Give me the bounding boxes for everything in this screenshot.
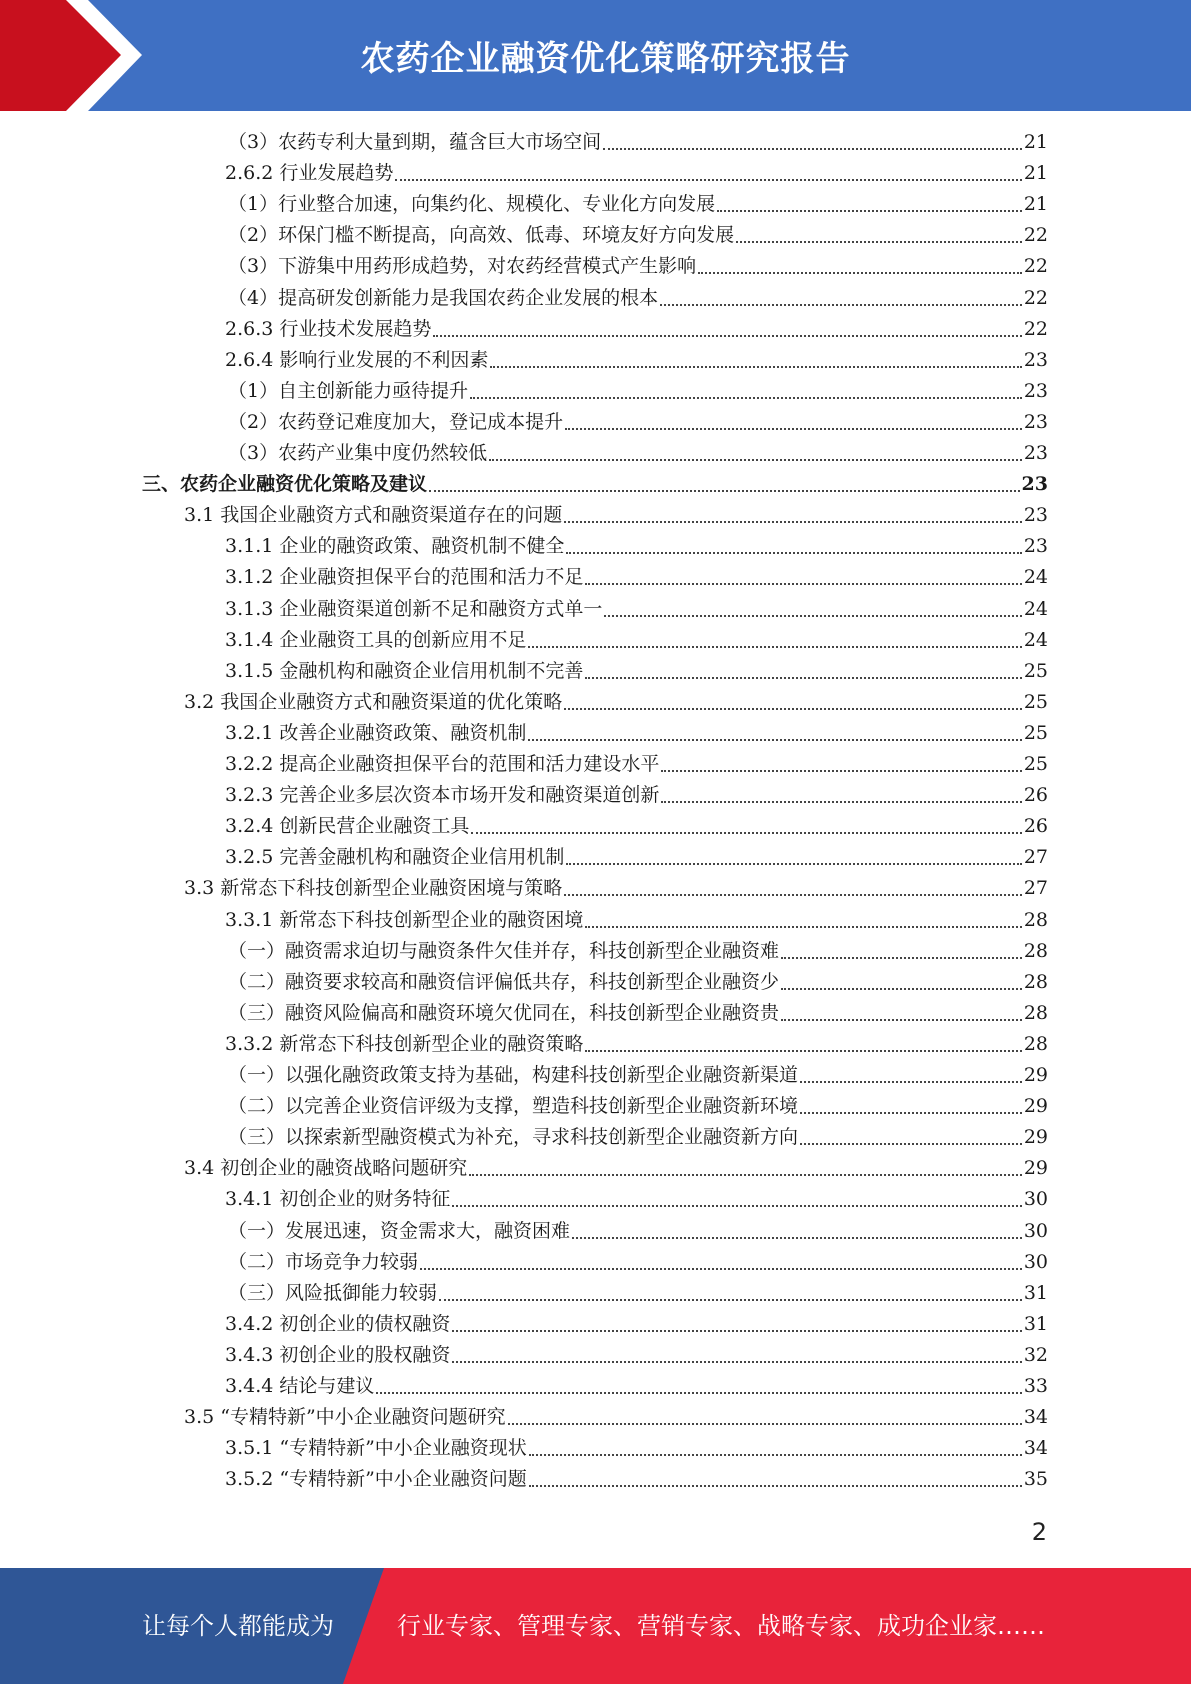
toc-entry-page: 26	[1023, 815, 1048, 837]
toc-entry-page: 30	[1023, 1251, 1048, 1273]
toc-entry-label: 3.4.3 初创企业的股权融资	[225, 1344, 451, 1366]
toc-entry-page: 22	[1023, 287, 1048, 309]
toc-entry-page: 27	[1023, 846, 1048, 868]
toc-leader-dots	[585, 1029, 1021, 1060]
toc-entry-label: （4）提高研发创新能力是我国农药企业发展的根本	[228, 287, 659, 309]
toc-entry-page: 28	[1023, 971, 1048, 993]
toc-entry-page: 28	[1023, 940, 1048, 962]
toc-entry[interactable]	[184, 500, 1048, 531]
toc-leader-dots	[800, 1060, 1022, 1091]
toc-entry-label: 3.2.3 完善企业多层次资本市场开发和融资渠道创新	[225, 784, 660, 806]
toc-leader-dots	[800, 1091, 1022, 1122]
toc-entry-page: 34	[1023, 1437, 1048, 1459]
toc-leader-dots	[429, 469, 1020, 500]
toc-entry[interactable]	[228, 376, 1048, 407]
toc-entry-label: 3.5.1 “专精特新”中小企业融资现状	[225, 1437, 527, 1459]
toc-entry-label: 2.6.3 行业技术发展趋势	[225, 318, 432, 340]
toc-entry-page: 29	[1023, 1064, 1048, 1086]
toc-entry-page: 23	[1023, 411, 1048, 433]
toc-entry-label: （3）下游集中用药形成趋势，对农药经营模式产生影响	[228, 255, 697, 277]
toc-entry-label: （2）环保门槛不断提高，向高效、低毒、环境友好方向发展	[228, 224, 735, 246]
toc-leader-dots	[528, 625, 1021, 656]
toc-leader-dots	[471, 811, 1021, 842]
toc-entry-label: （二）市场竞争力较弱	[228, 1251, 419, 1273]
toc-leader-dots	[603, 127, 1022, 158]
toc-leader-dots	[781, 967, 1022, 998]
toc-leader-dots	[660, 283, 1022, 314]
toc-entry-label: （三）风险抵御能力较弱	[228, 1282, 438, 1304]
toc-entry-label: 3.2.4 创新民营企业融资工具	[225, 815, 470, 837]
toc-entry-page: 22	[1023, 318, 1048, 340]
toc-leader-dots	[529, 1464, 1022, 1495]
toc-entry-label: 3.3.2 新常态下科技创新型企业的融资策略	[225, 1033, 584, 1055]
toc-leader-dots	[661, 780, 1021, 811]
toc-entry[interactable]	[228, 1091, 1048, 1122]
toc-leader-dots	[439, 1278, 1022, 1309]
toc-entry-page: 26	[1023, 784, 1048, 806]
toc-entry-page: 22	[1023, 255, 1048, 277]
toc-entry-page: 25	[1023, 691, 1048, 713]
toc-entry[interactable]	[184, 687, 1048, 718]
toc-entry[interactable]	[225, 594, 1048, 625]
toc-entry-page: 24	[1023, 566, 1048, 588]
toc-entry-page: 24	[1023, 598, 1048, 620]
toc-entry-label: 3.3.1 新常态下科技创新型企业的融资困境	[225, 909, 584, 931]
toc-leader-dots	[566, 842, 1021, 873]
toc-leader-dots	[529, 1433, 1022, 1464]
toc-entry-page: 28	[1023, 1033, 1048, 1055]
toc-leader-dots	[528, 718, 1021, 749]
toc-entry-label: （一）以强化融资政策支持为基础，构建科技创新型企业融资新渠道	[228, 1064, 799, 1086]
toc-entry-label: （2）农药登记难度加大，登记成本提升	[228, 411, 564, 433]
toc-entry-label: （3）农药产业集中度仍然较低	[228, 442, 488, 464]
toc-leader-dots	[470, 376, 1022, 407]
toc-entry[interactable]	[225, 780, 1048, 811]
toc-entry-label: （二）融资要求较高和融资信评偏低共存，科技创新型企业融资少	[228, 971, 780, 993]
toc-leader-dots	[489, 438, 1022, 469]
toc-entry[interactable]	[225, 842, 1048, 873]
toc-entry[interactable]	[228, 251, 1048, 282]
toc-entry-label: 3.5 “专精特新”中小企业融资问题研究	[184, 1406, 506, 1428]
toc-entry[interactable]	[225, 1309, 1048, 1340]
toc-entry-label: 3.4.1 初创企业的财务特征	[225, 1188, 451, 1210]
toc-entry-page: 28	[1023, 1002, 1048, 1024]
toc-entry[interactable]	[228, 998, 1048, 1029]
toc-entry[interactable]	[228, 1122, 1048, 1153]
toc-entry-label: 3.4 初创企业的融资战略问题研究	[184, 1157, 468, 1179]
toc-entry-label: （三）以探索新型融资模式为补充，寻求科技创新型企业融资新方向	[228, 1126, 799, 1148]
page-number: 2	[1031, 1518, 1047, 1546]
toc-leader-dots	[564, 873, 1022, 904]
toc-entry[interactable]	[228, 936, 1048, 967]
toc-entry[interactable]	[225, 345, 1048, 376]
toc-entry[interactable]	[142, 469, 1048, 500]
page-footer	[0, 1568, 1191, 1684]
toc-entry-label: 2.6.2 行业发展趋势	[225, 162, 394, 184]
toc-leader-dots	[508, 1402, 1022, 1433]
toc-leader-dots	[572, 1216, 1022, 1247]
toc-entry-label: 3.3 新常态下科技创新型企业融资困境与策略	[184, 877, 563, 899]
toc-entry-label: 3.1 我国企业融资方式和融资渠道存在的问题	[184, 504, 563, 526]
toc-entry-label: 三、农药企业融资优化策略及建议	[142, 473, 428, 495]
toc-entry-page: 25	[1023, 722, 1048, 744]
toc-entry-page: 33	[1023, 1375, 1048, 1397]
toc-entry-page: 21	[1023, 162, 1048, 184]
toc-entry-label: 3.1.5 金融机构和融资企业信用机制不完善	[225, 660, 584, 682]
toc-entry-label: 3.2.2 提高企业融资担保平台的范围和活力建设水平	[225, 753, 660, 775]
toc-entry-page: 21	[1023, 131, 1048, 153]
toc-entry-label: （3）农药专利大量到期，蕴含巨大市场空间	[228, 131, 602, 153]
toc-entry[interactable]	[225, 562, 1048, 593]
toc-entry[interactable]	[225, 718, 1048, 749]
toc-entry-label: （一）融资需求迫切与融资条件欠佳并存，科技创新型企业融资难	[228, 940, 780, 962]
toc-entry-page: 24	[1023, 629, 1048, 651]
toc-leader-dots	[661, 749, 1021, 780]
toc-entry[interactable]	[225, 158, 1048, 189]
toc-leader-dots	[420, 1247, 1022, 1278]
toc-leader-dots	[585, 562, 1021, 593]
toc-entry[interactable]	[225, 625, 1048, 656]
toc-entry[interactable]	[228, 127, 1048, 158]
footer-slogan-left: 让每个人都能成为	[142, 1612, 334, 1640]
toc-entry-page: 29	[1023, 1095, 1048, 1117]
toc-entry-page: 34	[1023, 1406, 1048, 1428]
toc-entry-page: 23	[1023, 504, 1048, 526]
toc-entry-label: 3.1.3 企业融资渠道创新不足和融资方式单一	[225, 598, 603, 620]
toc-entry-page: 23	[1023, 380, 1048, 402]
toc-entry-page: 30	[1023, 1220, 1048, 1242]
page-header	[0, 0, 1191, 111]
toc-entry-page: 27	[1023, 877, 1048, 899]
toc-leader-dots	[452, 1309, 1021, 1340]
toc-entry[interactable]	[228, 438, 1048, 469]
toc-entry-label: 2.6.4 影响行业发展的不利因素	[225, 349, 489, 371]
toc-entry[interactable]	[228, 407, 1048, 438]
toc-entry-page: 21	[1023, 193, 1048, 215]
toc-entry[interactable]	[225, 811, 1048, 842]
toc-leader-dots	[469, 1153, 1022, 1184]
toc-entry[interactable]	[228, 1216, 1048, 1247]
toc-entry-page: 23	[1023, 349, 1048, 371]
toc-leader-dots	[452, 1340, 1021, 1371]
toc-leader-dots	[564, 687, 1022, 718]
report-title: 农药企业融资优化策略研究报告	[360, 39, 851, 79]
toc-entry[interactable]	[225, 1029, 1048, 1060]
toc-entry[interactable]	[225, 1340, 1048, 1371]
toc-leader-dots	[781, 936, 1022, 967]
toc-leader-dots	[490, 345, 1021, 376]
toc-leader-dots	[781, 998, 1022, 1029]
toc-entry[interactable]	[225, 1184, 1048, 1215]
toc-entry[interactable]	[225, 905, 1048, 936]
toc-entry[interactable]	[184, 1153, 1048, 1184]
toc-entry[interactable]	[184, 1402, 1048, 1433]
toc-leader-dots	[566, 531, 1021, 562]
toc-entry[interactable]	[225, 656, 1048, 687]
toc-leader-dots	[433, 314, 1021, 345]
toc-entry[interactable]	[228, 1278, 1048, 1309]
toc-leader-dots	[736, 220, 1022, 251]
toc-entry-page: 23	[1023, 442, 1048, 464]
toc-entry-page: 35	[1023, 1468, 1048, 1490]
toc-leader-dots	[585, 905, 1021, 936]
toc-leader-dots	[376, 1371, 1021, 1402]
toc-entry-page: 25	[1023, 660, 1048, 682]
toc-entry-label: （二）以完善企业资信评级为支撑，塑造科技创新型企业融资新环境	[228, 1095, 799, 1117]
toc-entry[interactable]	[228, 189, 1048, 220]
toc-entry-label: 3.1.2 企业融资担保平台的范围和活力不足	[225, 566, 584, 588]
toc-entry-page: 31	[1023, 1282, 1048, 1304]
toc-entry-page: 30	[1023, 1188, 1048, 1210]
toc-entry-page: 25	[1023, 753, 1048, 775]
toc-entry-page: 31	[1023, 1313, 1048, 1335]
footer-slogan-right: 行业专家、管理专家、营销专家、战略专家、成功企业家……	[397, 1612, 1045, 1640]
toc-entry[interactable]	[225, 1433, 1048, 1464]
toc-entry[interactable]	[225, 1371, 1048, 1402]
toc-entry-page: 28	[1023, 909, 1048, 931]
toc-leader-dots	[565, 407, 1022, 438]
toc-entry-label: 3.1.1 企业的融资政策、融资机制不健全	[225, 535, 565, 557]
toc-entry-page: 32	[1023, 1344, 1048, 1366]
toc-leader-dots	[452, 1184, 1021, 1215]
toc-entry[interactable]	[225, 749, 1048, 780]
toc-entry[interactable]	[225, 1464, 1048, 1495]
toc-entry-label: （1）行业整合加速，向集约化、规模化、专业化方向发展	[228, 193, 716, 215]
toc-entry-label: 3.5.2 “专精特新”中小企业融资问题	[225, 1468, 527, 1490]
toc-entry-label: 3.4.2 初创企业的债权融资	[225, 1313, 451, 1335]
toc-entry-label: （三）融资风险偏高和融资环境欠优同在，科技创新型企业融资贵	[228, 1002, 780, 1024]
toc-entry-page: 23	[1021, 473, 1048, 495]
toc-leader-dots	[698, 251, 1022, 282]
toc-entry-page: 22	[1023, 224, 1048, 246]
toc-entry-page: 29	[1023, 1157, 1048, 1179]
toc-entry-page: 23	[1023, 535, 1048, 557]
toc-entry[interactable]	[228, 1060, 1048, 1091]
toc-entry[interactable]	[184, 873, 1048, 904]
toc-entry-label: 3.1.4 企业融资工具的创新应用不足	[225, 629, 527, 651]
toc-leader-dots	[717, 189, 1022, 220]
toc-entry[interactable]	[225, 314, 1048, 345]
toc-entry[interactable]	[228, 220, 1048, 251]
toc-entry[interactable]	[228, 283, 1048, 314]
toc-leader-dots	[585, 656, 1021, 687]
toc-entry-label: 3.4.4 结论与建议	[225, 1375, 375, 1397]
toc-entry-label: 3.2.5 完善金融机构和融资企业信用机制	[225, 846, 565, 868]
toc-leader-dots	[564, 500, 1022, 531]
toc-leader-dots	[604, 594, 1021, 625]
toc-entry[interactable]	[225, 531, 1048, 562]
toc-entry-label: （1）自主创新能力亟待提升	[228, 380, 469, 402]
toc-entry-label: 3.2 我国企业融资方式和融资渠道的优化策略	[184, 691, 563, 713]
toc-leader-dots	[800, 1122, 1022, 1153]
toc-entry-label: （一）发展迅速，资金需求大，融资困难	[228, 1220, 571, 1242]
toc-entry[interactable]	[228, 967, 1048, 998]
toc-leader-dots	[395, 158, 1021, 189]
toc-entry[interactable]	[228, 1247, 1048, 1278]
toc-entry-page: 29	[1023, 1126, 1048, 1148]
toc-entry-label: 3.2.1 改善企业融资政策、融资机制	[225, 722, 527, 744]
